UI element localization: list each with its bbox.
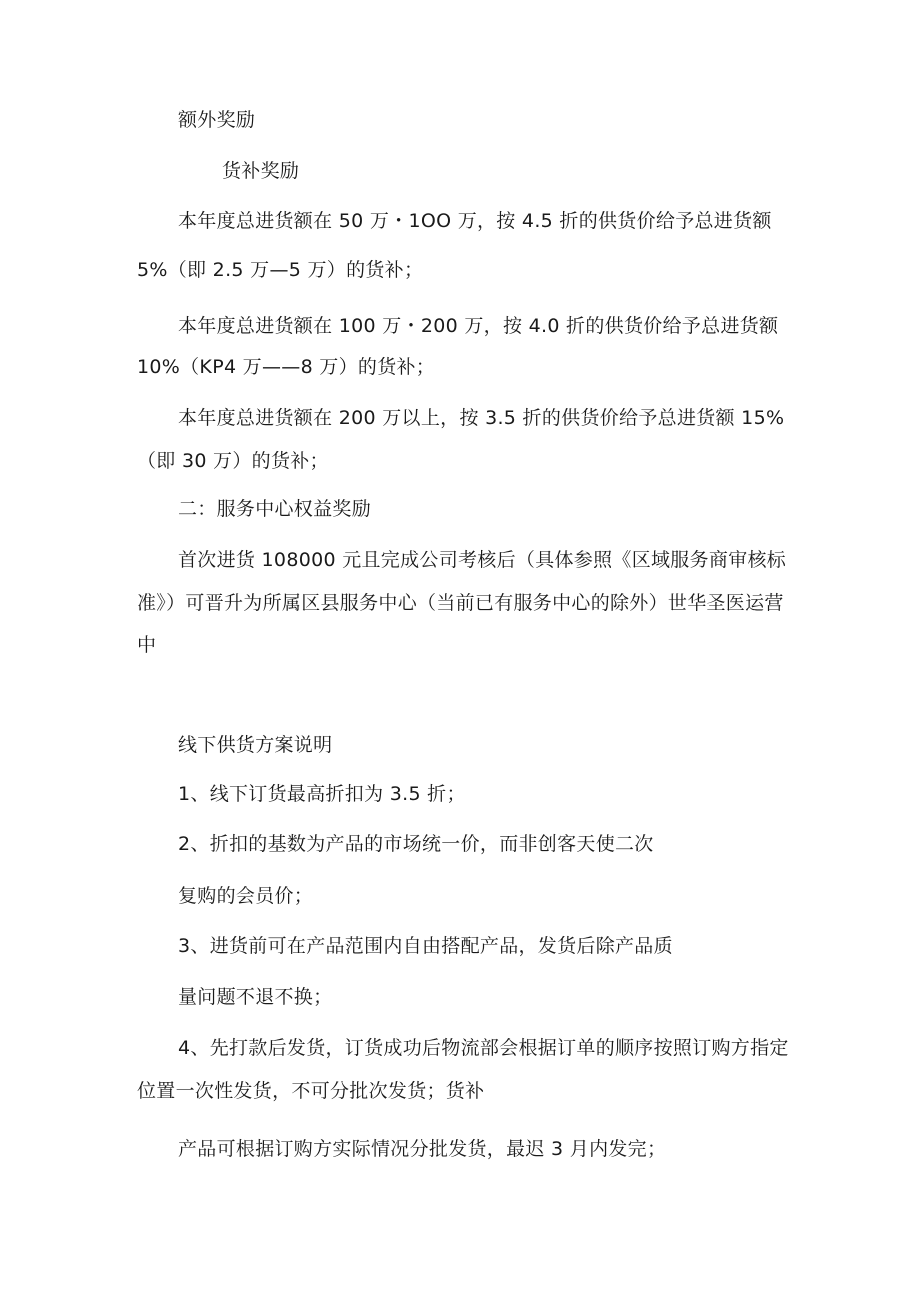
paragraph-line: 首次进货 108000 元且完成公司考核后（具体参照《区域服务商审核标	[178, 549, 787, 571]
list-item: 4、先打款后发货，订货成功后物流部会根据订单的顺序按照订购方指定	[178, 1037, 789, 1059]
list-item: 1、线下订货最高折扣为 3.5 折；	[178, 783, 466, 805]
list-item-continuation: 产品可根据订购方实际情况分批发货，最迟 3 月内发完；	[178, 1138, 667, 1160]
paragraph-line: 5%（即 2.5 万—5 万）的货补；	[137, 259, 424, 281]
paragraph-line: （即 30 万）的货补；	[137, 450, 329, 472]
list-item-continuation: 位置一次性发货，不可分批次发货；货补	[137, 1080, 485, 1102]
list-item-continuation: 复购的会员价；	[178, 885, 314, 907]
paragraph-line: 本年度总进货额在 50 万・1OO 万，按 4.5 折的供货价给予总进货额	[178, 210, 772, 232]
paragraph-line: 准》）可晋升为所属区县服务中心（当前已有服务中心的除外）世华圣医运营	[137, 592, 784, 614]
list-item: 3、进货前可在产品范围内自由搭配产品，发货后除产品质	[178, 935, 673, 957]
heading-service-center: 二：服务中心权益奖励	[178, 498, 372, 520]
paragraph-line: 中	[137, 634, 157, 656]
list-item: 2、折扣的基数为产品的市场统一价，而非创客天使二次	[178, 833, 654, 855]
subheading-goods-subsidy: 货补奖励	[222, 160, 300, 182]
paragraph-line: 本年度总进货额在 100 万・200 万，按 4.0 折的供货价给予总进货额	[178, 315, 779, 337]
heading-offline-supply: 线下供货方案说明	[178, 734, 333, 756]
paragraph-line: 10%（KP4 万——8 万）的货补；	[137, 356, 436, 378]
list-item-continuation: 量问题不退不换；	[178, 986, 333, 1008]
paragraph-line: 本年度总进货额在 200 万以上，按 3.5 折的供货价给予总进货额 15%	[178, 407, 785, 429]
heading-extra-reward: 额外奖励	[178, 109, 256, 131]
